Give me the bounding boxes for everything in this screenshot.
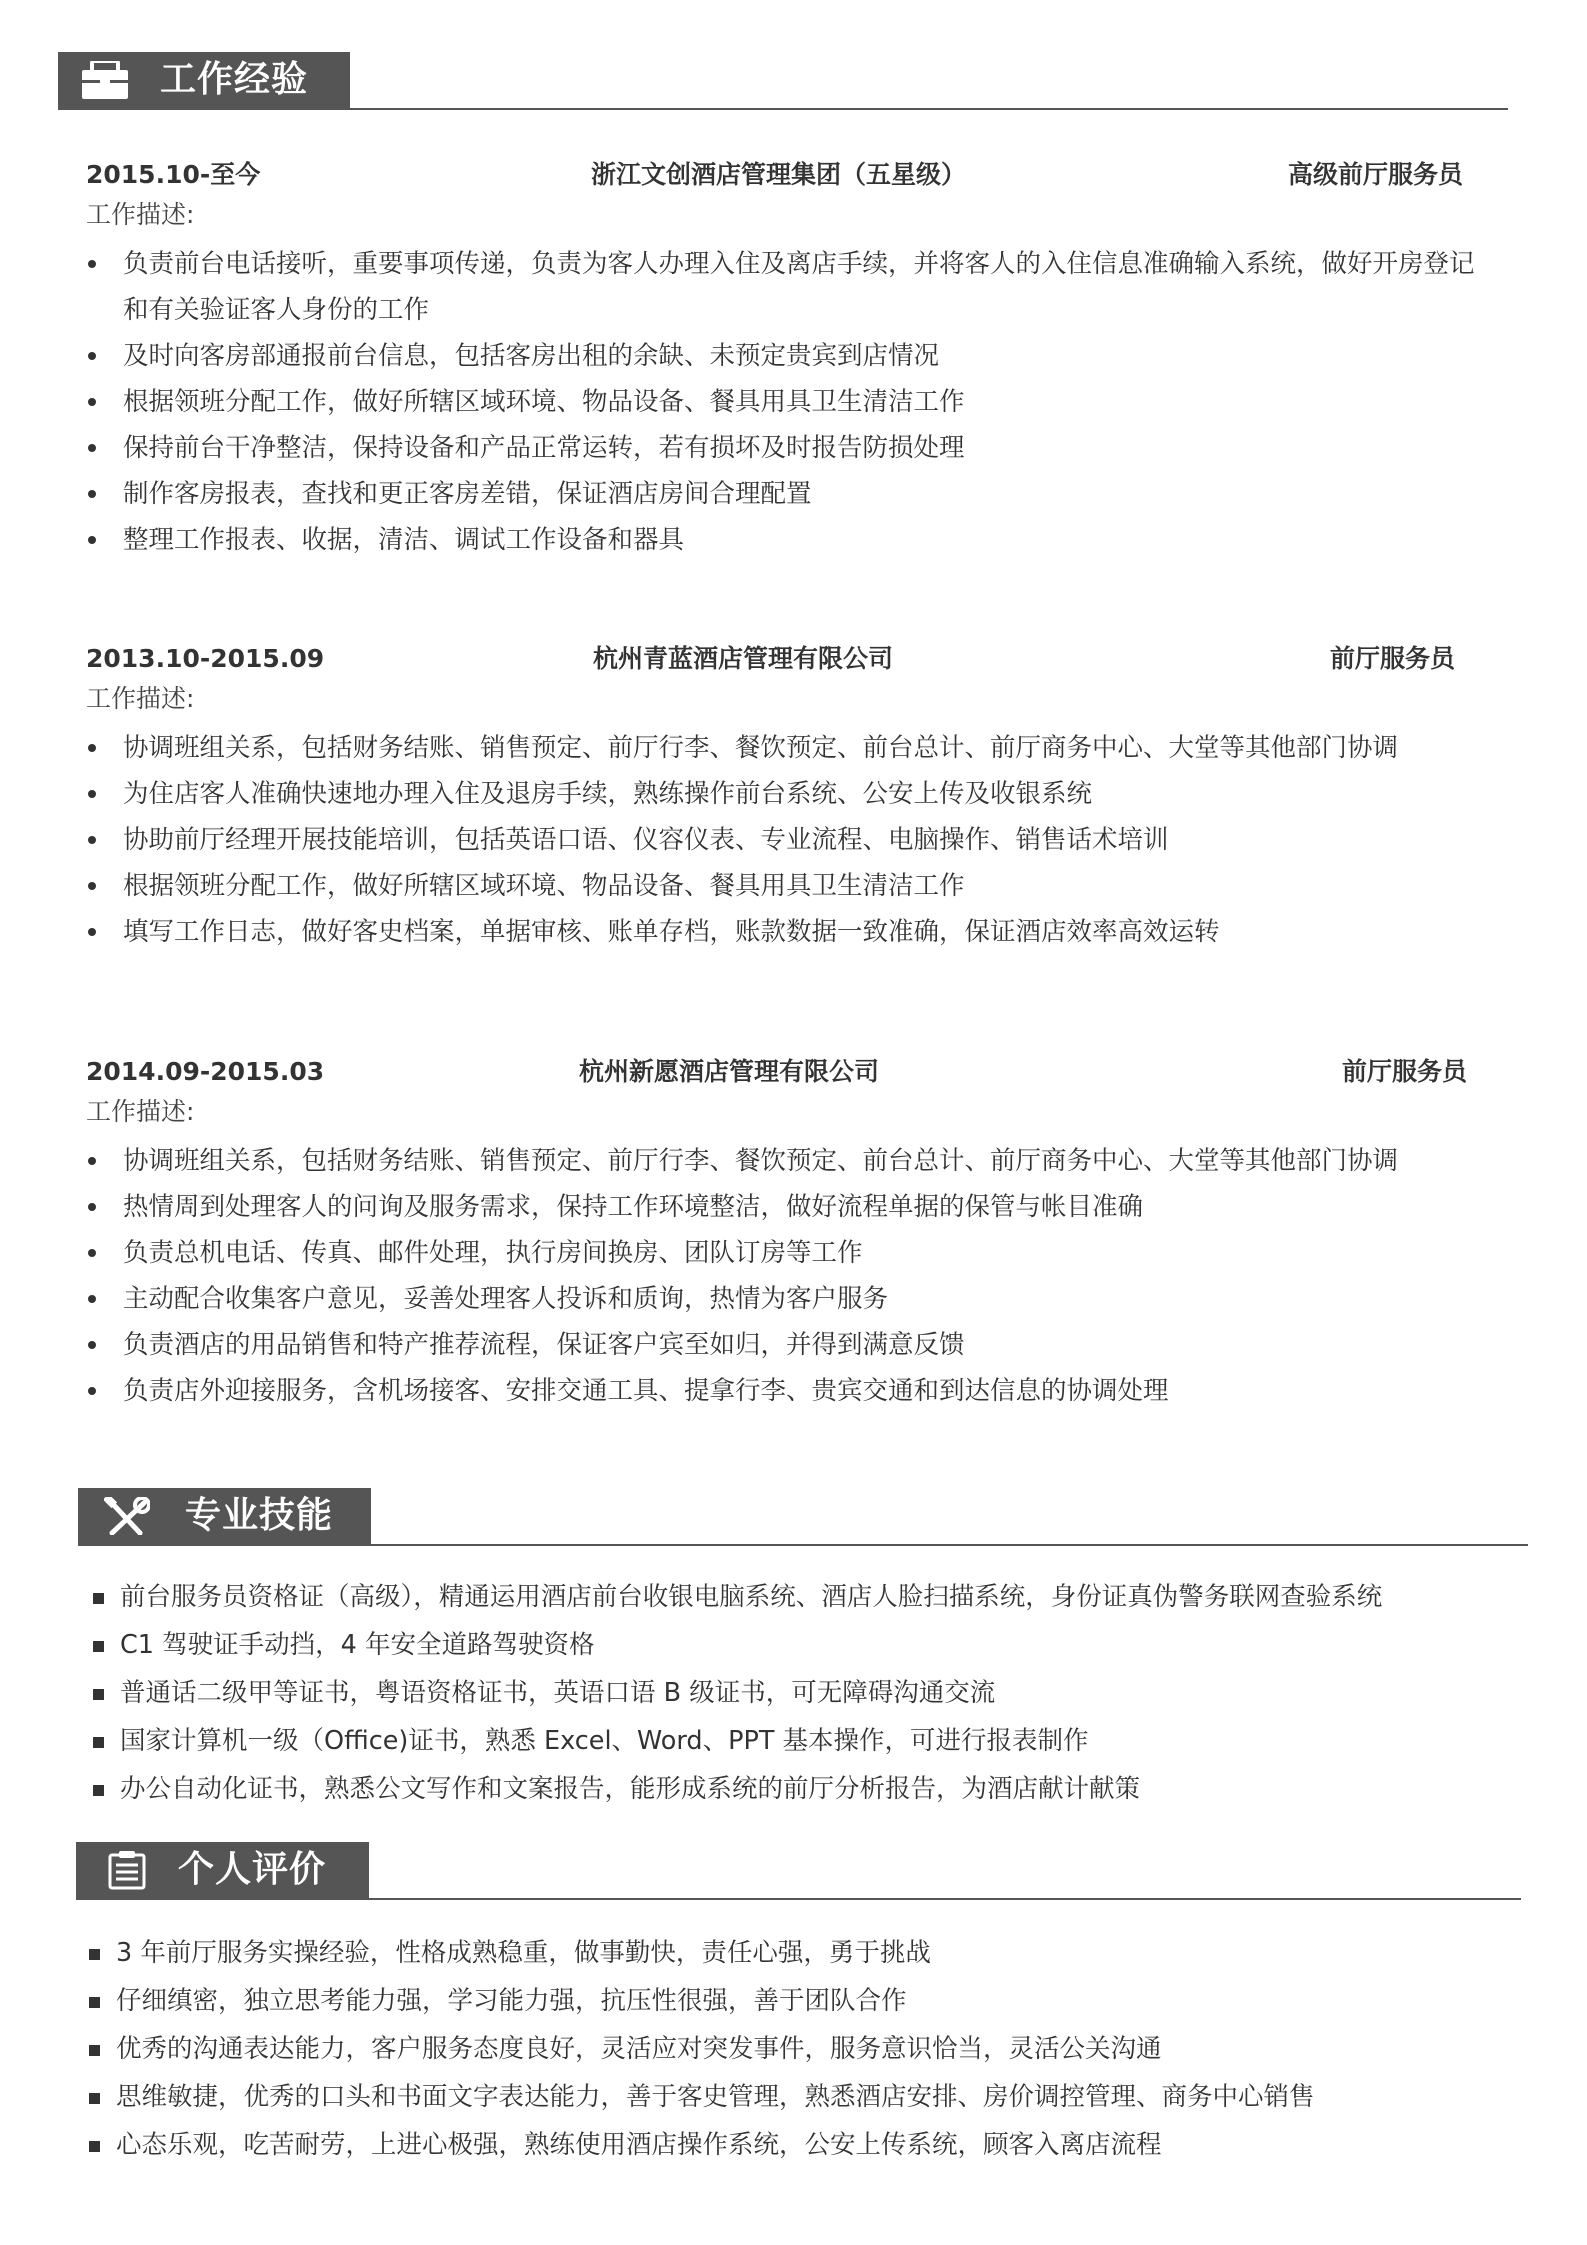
evaluation-item: 心态乐观，吃苦耐劳，上进心极强，熟练使用酒店操作系统，公安上传系统，顾客入离店流程 (86, 2121, 1536, 2169)
evaluation-list (86, 1929, 1536, 2169)
work-section-title: 工作经验 (160, 59, 309, 100)
job-duty-item: 负责酒店的用品销售和特产推荐流程，保证客户宾至如归，并得到满意反馈 (86, 1322, 1486, 1368)
job-duty-item: 负责前台电话接听，重要事项传递，负责为客人办理入住及离店手续，并将客人的入住信息准确输入系统，做好开房登记和有关验证客人身份的工作 (86, 241, 1486, 333)
job-header (86, 1052, 1486, 1092)
job-desc-label: 工作描述: (86, 1097, 195, 1126)
job-duty-list (86, 725, 1486, 955)
work-section-rule (58, 108, 1508, 110)
job-duty-item: 热情周到处理客人的问询及服务需求，保持工作环境整洁，做好流程单据的保管与帐目准确 (86, 1184, 1486, 1230)
skill-item: 办公自动化证书，熟悉公文写作和文案报告，能形成系统的前厅分析报告，为酒店献计献策 (90, 1765, 1540, 1813)
tools-icon (104, 1497, 150, 1535)
evaluation-section-header (76, 1842, 1521, 1898)
job-desc-label: 工作描述: (86, 684, 195, 713)
job-duty-list (86, 1138, 1486, 1414)
work-section-tab (58, 52, 350, 108)
job-company: 杭州新愿酒店管理有限公司 (579, 1057, 880, 1086)
job-position: 前厅服务员 (1330, 644, 1456, 673)
evaluation-item: 仔细缜密，独立思考能力强，学习能力强，抗压性很强，善于团队合作 (86, 1977, 1536, 2025)
evaluation-section-title: 个人评价 (178, 1849, 327, 1890)
work-section-header (58, 52, 1508, 108)
evaluation-item: 3 年前厅服务实操经验，性格成熟稳重，做事勤快，责任心强，勇于挑战 (86, 1929, 1536, 1977)
job-header (86, 639, 1486, 679)
skill-item: 普通话二级甲等证书，粤语资格证书，英语口语 B 级证书，可无障碍沟通交流 (90, 1669, 1540, 1717)
job-entry-1 (86, 155, 1486, 563)
job-duty-item: 整理工作报表、收据，清洁、调试工作设备和器具 (86, 517, 1486, 563)
job-desc-label: 工作描述: (86, 200, 195, 229)
skill-item: C1 驾驶证手动挡，4 年安全道路驾驶资格 (90, 1621, 1540, 1669)
skill-item: 前台服务员资格证（高级），精通运用酒店前台收银电脑系统、酒店人脸扫描系统，身份证真伪警务联网查验系统 (90, 1573, 1540, 1621)
job-position: 前厅服务员 (1342, 1057, 1468, 1086)
job-duty-item: 负责店外迎接服务，含机场接客、安排交通工具、提拿行李、贵宾交通和到达信息的协调处理 (86, 1368, 1486, 1414)
job-duty-item: 根据领班分配工作，做好所辖区域环境、物品设备、餐具用具卫生清洁工作 (86, 379, 1486, 425)
skills-section-tab (78, 1488, 371, 1544)
job-duty-item: 协调班组关系，包括财务结账、销售预定、前厅行李、餐饮预定、前台总计、前厅商务中心、大堂等其他部门协调 (86, 1138, 1486, 1184)
job-duty-item: 负责总机电话、传真、邮件处理，执行房间换房、团队订房等工作 (86, 1230, 1486, 1276)
skills-list (90, 1573, 1540, 1813)
skill-item: 国家计算机一级（Office)证书，熟悉 Excel、Word、PPT 基本操作，可进行报表制作 (90, 1717, 1540, 1765)
job-duty-item: 协调班组关系，包括财务结账、销售预定、前厅行李、餐饮预定、前台总计、前厅商务中心、大堂等其他部门协调 (86, 725, 1486, 771)
job-duty-item: 为住店客人准确快速地办理入住及退房手续，熟练操作前台系统、公安上传及收银系统 (86, 771, 1486, 817)
job-header (86, 155, 1486, 195)
job-duty-list (86, 241, 1486, 563)
job-duty-item: 制作客房报表，查找和更正客房差错，保证酒店房间合理配置 (86, 471, 1486, 517)
job-duty-item: 填写工作日志，做好客史档案，单据审核、账单存档，账款数据一致准确，保证酒店效率高效运转 (86, 909, 1486, 955)
job-date: 2014.09-2015.03 (86, 1057, 325, 1086)
job-date: 2015.10-至今 (86, 160, 261, 189)
job-duty-item: 保持前台干净整洁，保持设备和产品正常运转，若有损坏及时报告防损处理 (86, 425, 1486, 471)
clipboard-icon (104, 1849, 150, 1891)
job-duty-item: 根据领班分配工作，做好所辖区域环境、物品设备、餐具用具卫生清洁工作 (86, 863, 1486, 909)
job-position: 高级前厅服务员 (1288, 160, 1464, 189)
skills-section-header (78, 1488, 1528, 1544)
job-duty-item: 及时向客房部通报前台信息，包括客房出租的余缺、未预定贵宾到店情况 (86, 333, 1486, 379)
job-company: 杭州青蓝酒店管理有限公司 (593, 644, 894, 673)
skills-section-rule (78, 1544, 1528, 1546)
job-company: 浙江文创酒店管理集团（五星级） (591, 160, 967, 189)
evaluation-item: 优秀的沟通表达能力，客户服务态度良好，灵活应对突发事件，服务意识恰当，灵活公关沟通 (86, 2025, 1536, 2073)
evaluation-section-tab (76, 1842, 369, 1898)
evaluation-section-rule (76, 1898, 1521, 1900)
job-date: 2013.10-2015.09 (86, 644, 325, 673)
job-duty-item: 协助前厅经理开展技能培训，包括英语口语、仪容仪表、专业流程、电脑操作、销售话术培训 (86, 817, 1486, 863)
skills-section-title: 专业技能 (185, 1495, 334, 1536)
briefcase-icon (82, 61, 128, 99)
job-entry-2 (86, 639, 1486, 955)
job-entry-3 (86, 1052, 1486, 1414)
evaluation-item: 思维敏捷，优秀的口头和书面文字表达能力，善于客史管理，熟悉酒店安排、房价调控管理、商务中心销售 (86, 2073, 1536, 2121)
job-duty-item: 主动配合收集客户意见，妥善处理客人投诉和质询，热情为客户服务 (86, 1276, 1486, 1322)
